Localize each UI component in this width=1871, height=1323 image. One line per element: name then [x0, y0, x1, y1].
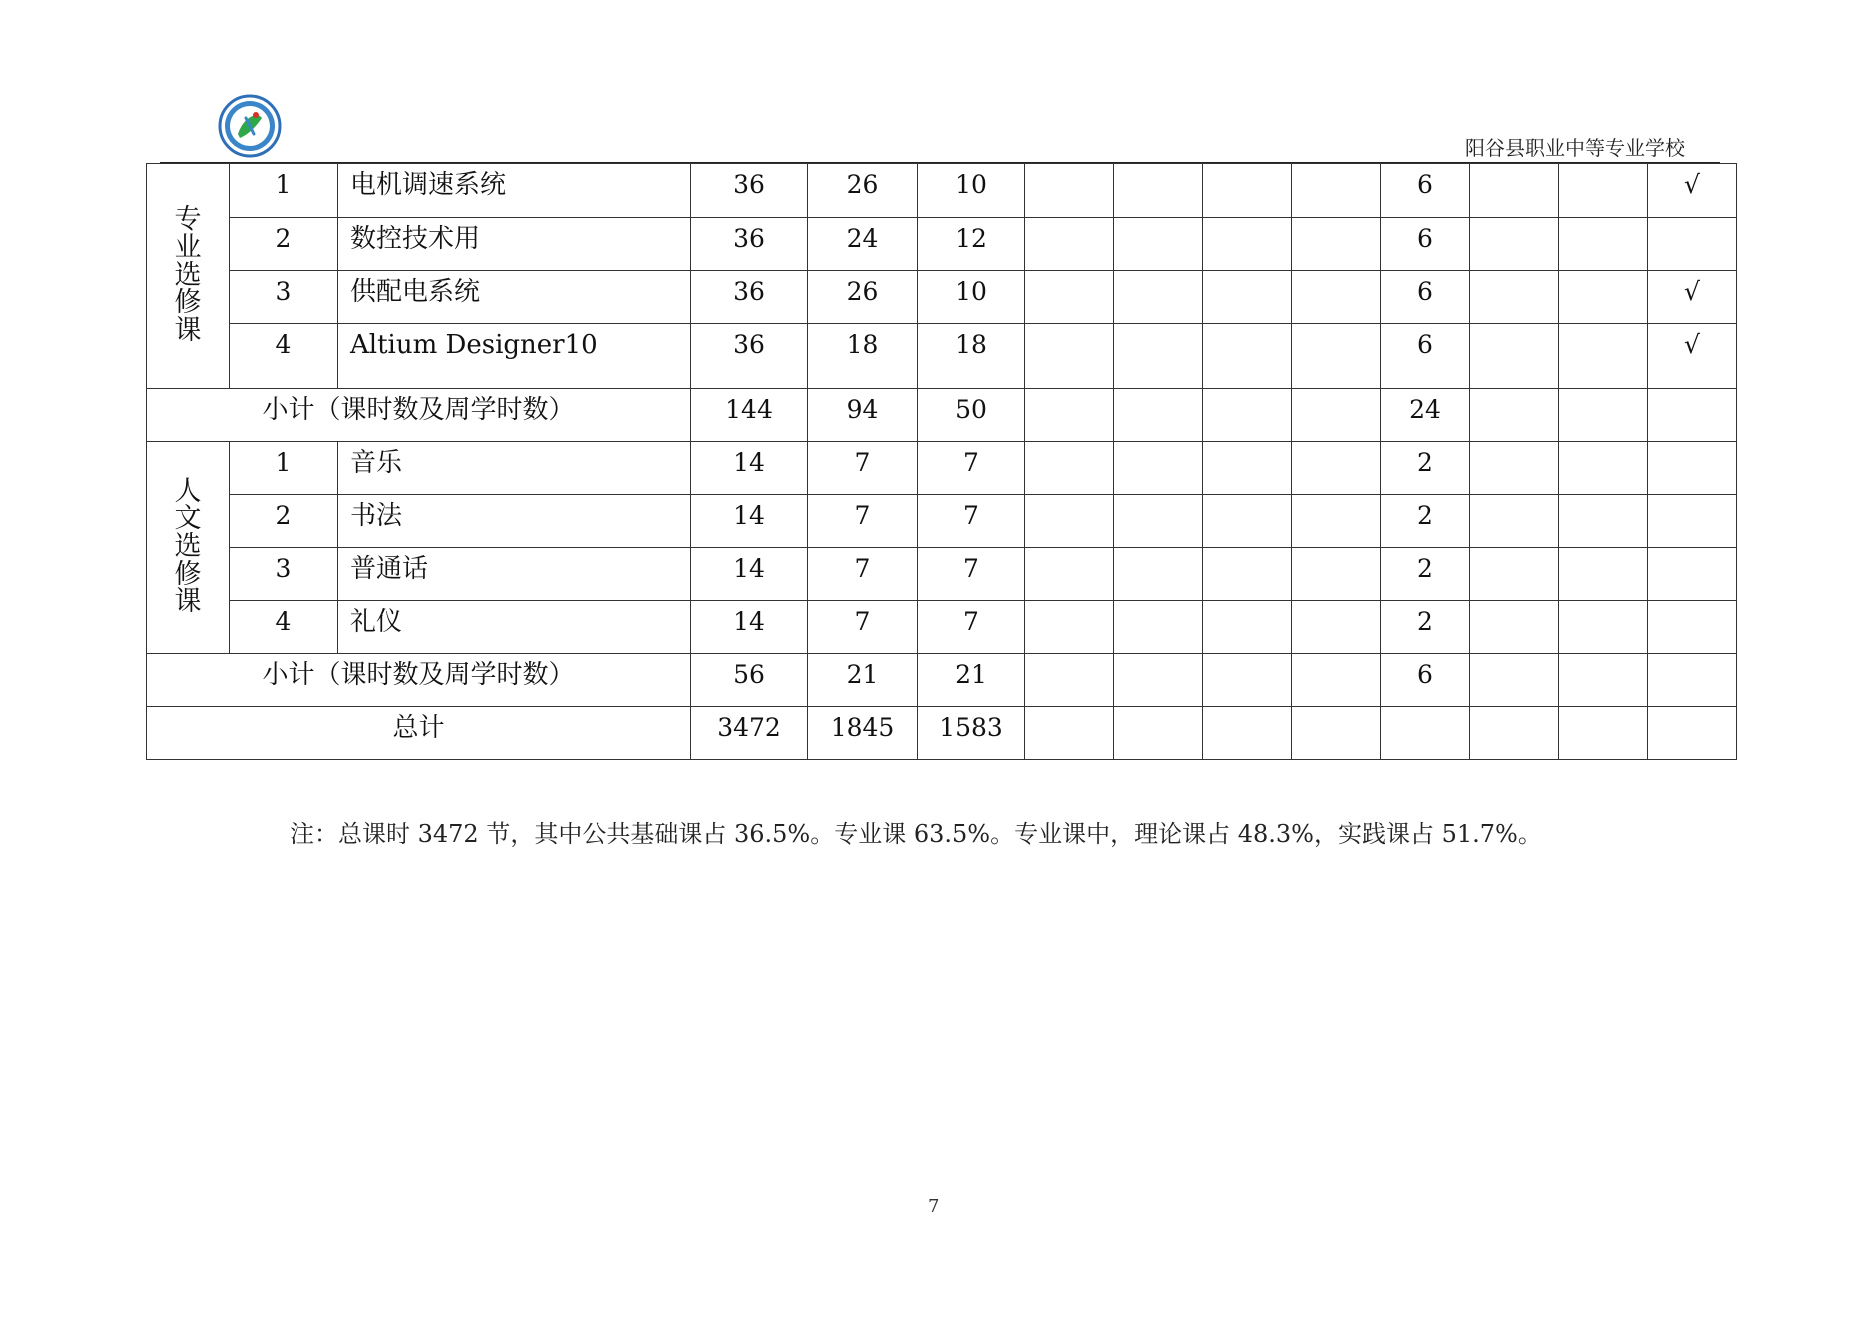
subtotal-practice: 50: [918, 389, 1025, 442]
grand-total-practice: 1583: [918, 707, 1025, 760]
check-mark: [1648, 548, 1737, 601]
practice-hours: 18: [918, 324, 1025, 389]
practice-hours: 12: [918, 218, 1025, 271]
check-mark: [1648, 495, 1737, 548]
row-number: 4: [230, 324, 338, 389]
weekly-hours: 2: [1381, 495, 1470, 548]
subtotal-theory: 21: [808, 654, 918, 707]
theory-hours: 7: [808, 442, 918, 495]
check-mark: [1648, 218, 1737, 271]
table-row: [147, 324, 1737, 389]
subtotal-theory: 94: [808, 389, 918, 442]
weekly-hours: 2: [1381, 442, 1470, 495]
table-row: [147, 442, 1737, 495]
subtotal-weekly-hours: 6: [1381, 654, 1470, 707]
total-hours: 36: [691, 218, 808, 271]
weekly-hours: 2: [1381, 601, 1470, 654]
grand-total-hours: 3472: [691, 707, 808, 760]
check-mark: [1648, 601, 1737, 654]
row-number: 3: [230, 548, 338, 601]
row-number: 4: [230, 601, 338, 654]
course-name: 数控技术用: [338, 218, 691, 271]
theory-hours: 7: [808, 548, 918, 601]
theory-hours: 7: [808, 601, 918, 654]
practice-hours: 10: [918, 271, 1025, 324]
category-cell: [147, 442, 230, 654]
weekly-hours: 6: [1381, 324, 1470, 389]
row-number: 2: [230, 495, 338, 548]
course-name: 礼仪: [338, 601, 691, 654]
subtotal-row: [147, 654, 1737, 707]
course-name: 音乐: [338, 442, 691, 495]
category-label: 专业选修课: [174, 204, 202, 346]
school-logo: [218, 94, 282, 158]
row-number: 3: [230, 271, 338, 324]
practice-hours: 7: [918, 548, 1025, 601]
course-name: 书法: [338, 495, 691, 548]
course-name: 电机调速系统: [338, 164, 691, 218]
subtotal-total: 144: [691, 389, 808, 442]
subtotal-label: 小计（课时数及周学时数）: [147, 654, 691, 707]
footnote: 注：总课时 3472 节，其中公共基础课占 36.5%。专业课 63.5%。专业课中，理论课占 48.3%，实践课占 51.7%。: [290, 820, 1542, 848]
check-mark: [1648, 442, 1737, 495]
total-hours: 14: [691, 601, 808, 654]
theory-hours: 7: [808, 495, 918, 548]
total-hours: 14: [691, 442, 808, 495]
practice-hours: 7: [918, 495, 1025, 548]
practice-hours: 10: [918, 164, 1025, 218]
table-row: [147, 218, 1737, 271]
row-number: 1: [230, 442, 338, 495]
weekly-hours: 6: [1381, 271, 1470, 324]
grand-total-label: 总计: [147, 707, 691, 760]
total-hours: 14: [691, 548, 808, 601]
check-mark: √: [1648, 271, 1737, 324]
practice-hours: 7: [918, 601, 1025, 654]
subtotal-label: 小计（课时数及周学时数）: [147, 389, 691, 442]
table-row: [147, 164, 1737, 218]
weekly-hours: 6: [1381, 218, 1470, 271]
category-cell: [147, 164, 230, 389]
weekly-hours: 6: [1381, 164, 1470, 218]
total-hours: 36: [691, 164, 808, 218]
theory-hours: 26: [808, 271, 918, 324]
subtotal-row: [147, 389, 1737, 442]
grand-total-row: [147, 707, 1737, 760]
practice-hours: 7: [918, 442, 1025, 495]
grand-total-theory: 1845: [808, 707, 918, 760]
subtotal-total: 56: [691, 654, 808, 707]
row-number: 2: [230, 218, 338, 271]
total-hours: 14: [691, 495, 808, 548]
table-row: [147, 548, 1737, 601]
table-row: [147, 271, 1737, 324]
course-hours-table: [146, 163, 1737, 760]
theory-hours: 18: [808, 324, 918, 389]
theory-hours: 26: [808, 164, 918, 218]
table-row: [147, 601, 1737, 654]
category-label: 人文选修课: [174, 475, 202, 618]
theory-hours: 24: [808, 218, 918, 271]
weekly-hours: 2: [1381, 548, 1470, 601]
subtotal-weekly-hours: 24: [1381, 389, 1470, 442]
subtotal-practice: 21: [918, 654, 1025, 707]
page-number: 7: [928, 1196, 940, 1217]
total-hours: 36: [691, 271, 808, 324]
table-row: [147, 495, 1737, 548]
check-mark: √: [1648, 164, 1737, 218]
row-number: 1: [230, 164, 338, 218]
school-name: 阳谷县职业中等专业学校: [1465, 136, 1685, 160]
check-mark: √: [1648, 324, 1737, 389]
course-name: 供配电系统: [338, 271, 691, 324]
course-name: Altium Designer10: [338, 324, 691, 389]
total-hours: 36: [691, 324, 808, 389]
course-name: 普通话: [338, 548, 691, 601]
